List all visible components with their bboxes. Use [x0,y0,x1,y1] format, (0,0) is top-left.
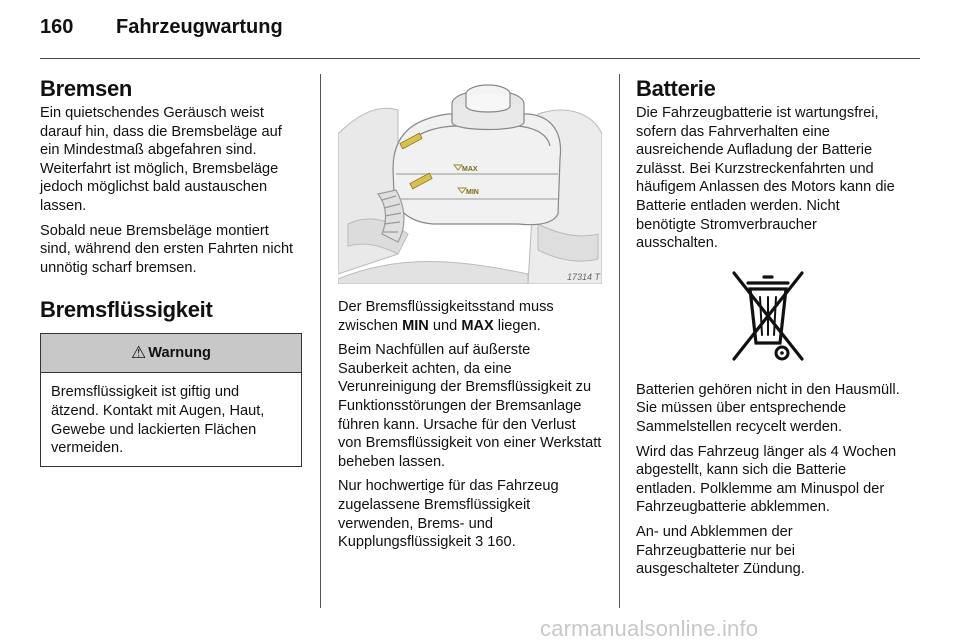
brakes-paragraph-1: Ein quietschendes Geräusch weist darauf hin, dass die Bremsbeläge auf ein Mindestmaß abgefahren sind. Weiterfahrt ist möglich, Bremsbeläge jedoch möglichst bald austauschen lassen. [40,105,282,214]
brakes-paragraph-2: Sobald neue Bremsbeläge montiert sind, während den ersten Fahrten nicht unnötig scharf bremsen. [40,222,294,276]
min-label: MIN [402,317,429,334]
fluid-quality-paragraph [338,477,602,551]
warning-text: Bremsflüssigkeit ist giftig und ätzend. Kontakt mit Augen, Haut, Gewebe und lackierten Flächen vermeiden. [51,384,265,457]
reservoir-illustration [338,74,602,284]
brake-fluid-heading: Bremsflüssigkeit [40,297,213,323]
brakes-heading: Bremsen [40,76,133,101]
text-fragment: und [428,317,462,334]
warning-header [41,334,301,373]
battery-heading: Batterie [636,76,716,101]
battery-paragraph-3: Wird das Fahrzeug länger als 4 Wochen abgestellt, kann sich die Batterie entladen. Polklemme am Minuspol der Fahrzeugbatterie abklemmen. [636,443,897,516]
text-fragment: Der Bremsflüssigkeitsstand muss zwischen [338,299,554,334]
reservoir-min-label: MIN [466,189,479,196]
battery-paragraph-1: Die Fahrzeugbatterie ist wartungsfrei, sofern das Fahrverhalten eine ausreichende Aufladung der Batterie zulässt. Bei Kurzstreckenfahrten und häufigem Anlassen des Motors kann die Batterie entladen werden. Nicht benötigte Stromverbraucher ausschalten. [636,105,895,252]
battery-paragraph-4: An- und Abklemmen der Fahrzeugbatterie nur bei ausgeschalteter Zündung. [636,523,805,578]
warning-title: Warnung [148,345,211,362]
warning-icon: ⚠ [131,343,147,363]
battery-paragraph-2: Batterien gehören nicht in den Hausmüll. Sie müssen über entsprechende Sammelstellen recycelt werden. [636,381,900,435]
page-reference-link[interactable]: 3 160. [475,534,516,551]
column-brakes [40,74,302,467]
header-rule [40,58,920,59]
max-label: MAX [461,317,494,334]
crossed-out-bin-icon [728,267,808,367]
watermark-text: carmanualsonline.info [540,616,759,641]
column-divider-2 [619,74,620,608]
brake-fluid-reservoir-figure [338,74,602,284]
text-fragment: liegen. [493,317,541,334]
reservoir-max-label: MAX [462,166,478,173]
column-battery [636,74,900,585]
fluid-level-paragraph [338,298,602,335]
warning-body [41,373,301,465]
warning-box [40,333,302,466]
column-divider-1 [320,74,321,608]
chapter-title: Fahrzeugwartung [116,16,283,38]
page-header [40,16,920,46]
page-number: 160 [40,16,74,38]
refill-paragraph: Beim Nachfüllen auf äußerste Sauberkeit achten, da eine Verunreinigung der Bremsflüssigkeit zu Funktionsstörungen der Bremsanlage führen kann. Ursache für den Verlust von Bremsflüssigkeit von einer Werkstatt beheben lassen. [338,342,602,470]
figure-code: 17314 T [566,272,600,282]
column-brake-fluid [338,74,602,558]
text-fragment: Nur hochwertige für das Fahrzeug zugelassene Bremsflüssigkeit verwenden, Brems- und Kupplungsflüssigkeit [338,478,559,551]
